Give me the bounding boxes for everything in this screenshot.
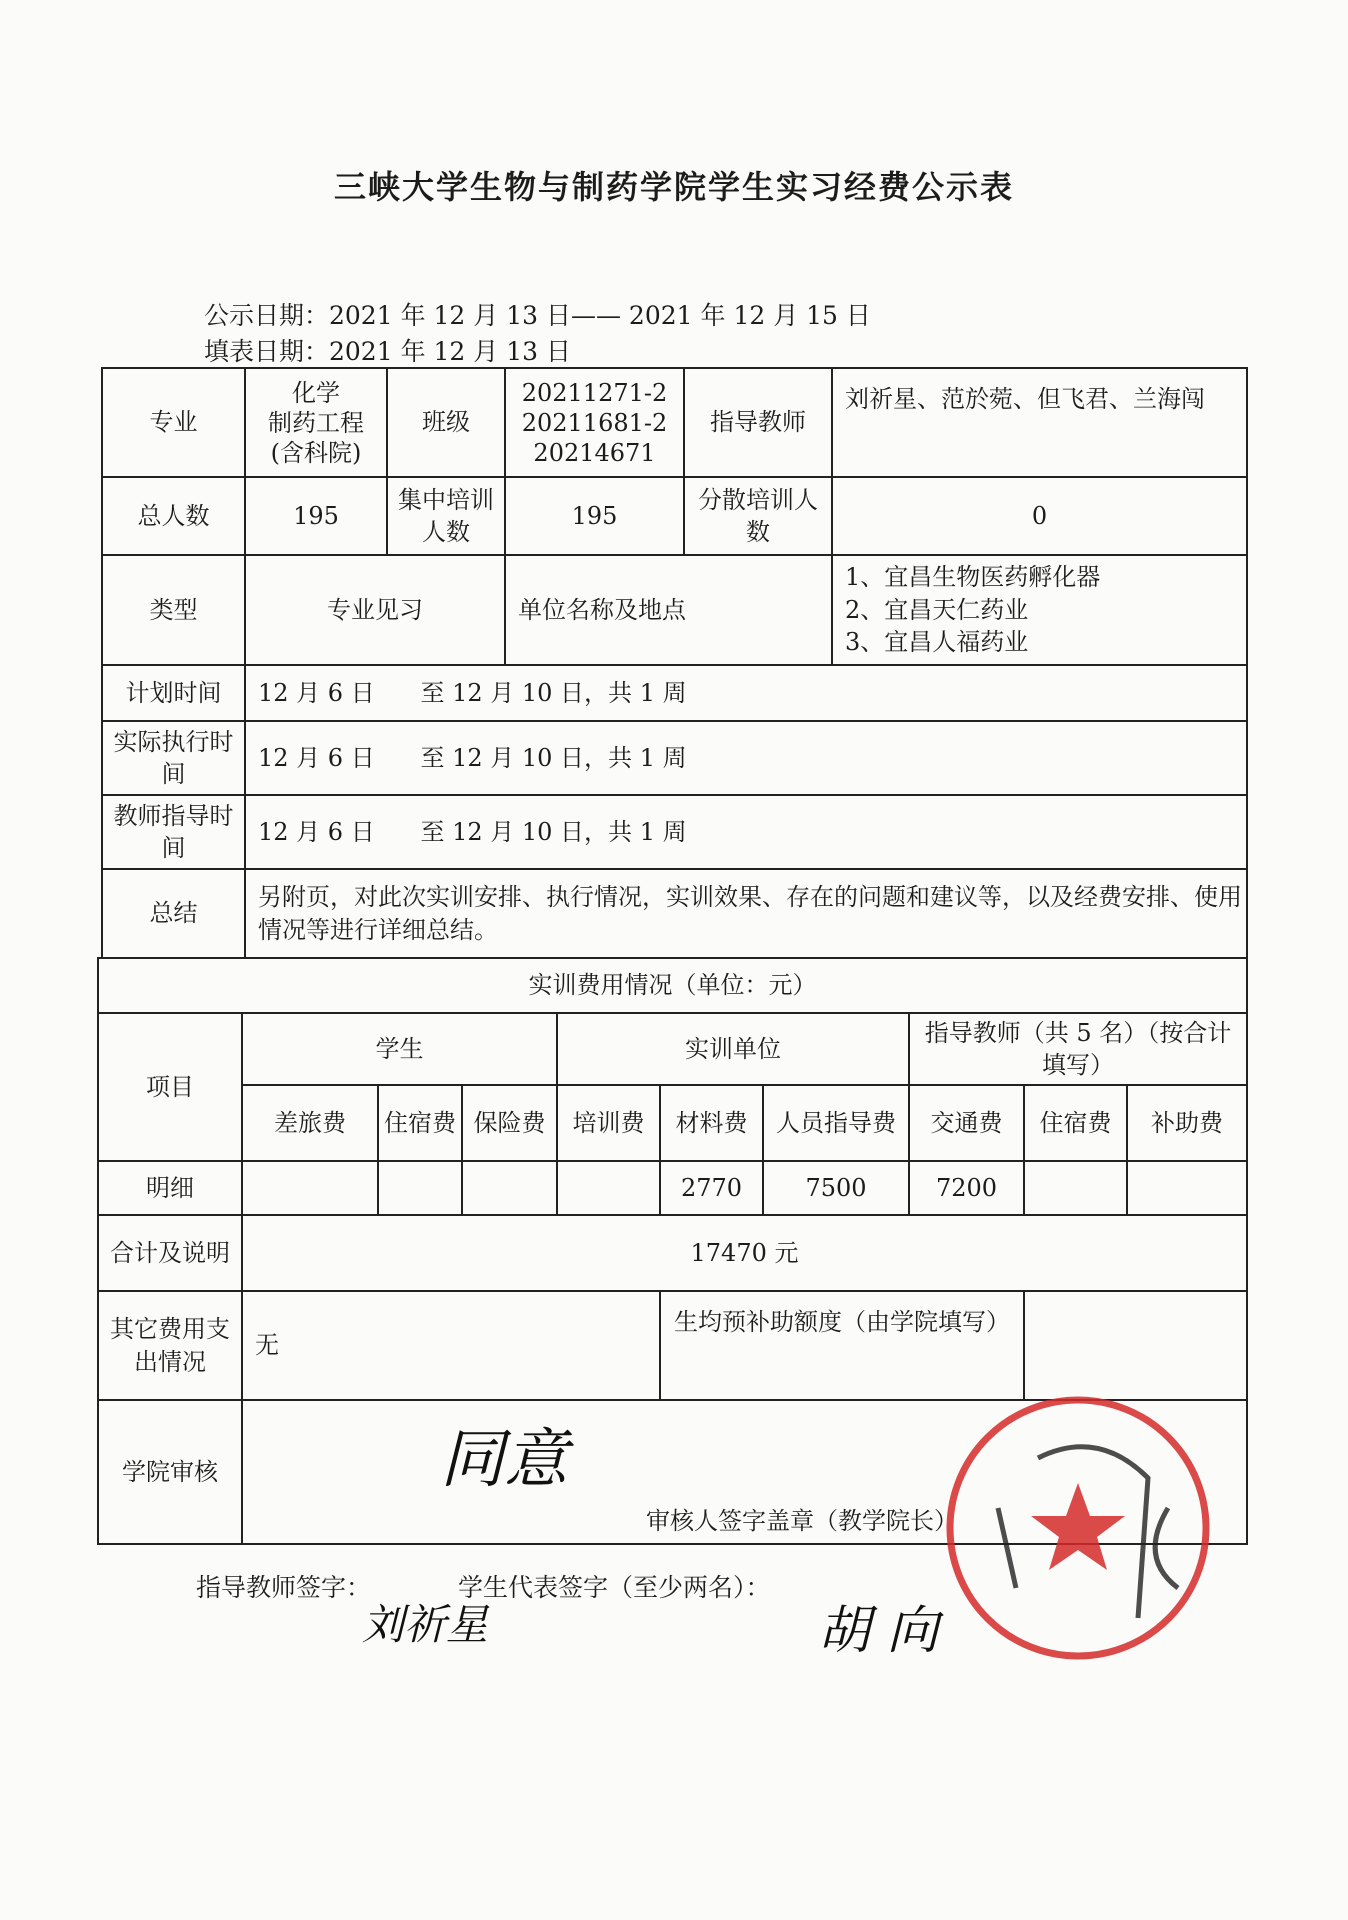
- actual-value: 12 月 6 日 至 12 月 10 日，共 1 周: [245, 721, 1247, 795]
- teacher-label: 指导教师: [684, 368, 832, 477]
- item-label: 项目: [98, 1013, 242, 1161]
- other-value: 无: [242, 1291, 660, 1400]
- teacher-sign-label: 指导教师签字：: [196, 1573, 372, 1602]
- reviewer-caption: 审核人签字盖章（教学院长）: [646, 1506, 959, 1535]
- class-value: 20211271-2 20211681-2 20214671: [505, 368, 684, 477]
- teacher-value: 刘祈星、范於菀、但飞君、兰海闯: [832, 368, 1247, 477]
- seal-star-icon: [1031, 1483, 1125, 1570]
- central-label: 集中培训人数: [387, 477, 505, 555]
- other-label: 其它费用支出情况: [98, 1291, 242, 1400]
- total-cost-value: 17470 元: [242, 1215, 1247, 1291]
- page-title: 三峡大学生物与制药学院学生实习经费公示表: [333, 168, 1014, 206]
- cost-section-title: 实训费用情况（单位：元）: [98, 958, 1247, 1013]
- teacher-signature: 刘祈星: [362, 1600, 489, 1649]
- teacher-group: 指导教师（共 5 名）（按合计填写）: [909, 1013, 1247, 1085]
- total-value: 195: [245, 477, 387, 555]
- detail-cell: [557, 1161, 660, 1215]
- student-group: 学生: [242, 1013, 557, 1085]
- table-row: [98, 1085, 1247, 1161]
- detail-cell: 7200: [909, 1161, 1024, 1215]
- table-row: [102, 555, 1247, 665]
- unit-label: 单位名称及地点: [505, 555, 832, 665]
- table-row: [102, 795, 1247, 869]
- plan-value: 12 月 6 日 至 12 月 10 日，共 1 周: [245, 665, 1247, 721]
- col-travel: 差旅费: [242, 1085, 378, 1161]
- plan-label: 计划时间: [102, 665, 245, 721]
- subsidy-label: 生均预补助额度（由学院填写）: [660, 1291, 1024, 1400]
- col-training: 培训费: [557, 1085, 660, 1161]
- table-row: [98, 1215, 1247, 1291]
- review-label: 学院审核: [98, 1400, 242, 1544]
- subsidy-value: [1024, 1291, 1247, 1400]
- col-teacher-lodging: 住宿费: [1024, 1085, 1127, 1161]
- detail-cell: [242, 1161, 378, 1215]
- central-value: 195: [505, 477, 684, 555]
- type-label: 类型: [102, 555, 245, 665]
- table-row: [98, 1291, 1247, 1400]
- table-row: [102, 869, 1247, 958]
- detail-cell: [378, 1161, 462, 1215]
- guide-value: 12 月 6 日 至 12 月 10 日，共 1 周: [245, 795, 1247, 869]
- fill-date: 填表日期：2021 年 12 月 13 日: [204, 337, 571, 366]
- review-signature: 同意: [440, 1423, 568, 1497]
- publish-date: 公示日期：2021 年 12 月 13 日—— 2021 年 12 月 15 日: [204, 301, 871, 330]
- official-seal: [938, 1388, 1218, 1668]
- table-row: [98, 1013, 1247, 1085]
- table-row: [98, 958, 1247, 1013]
- col-lodging: 住宿费: [378, 1085, 462, 1161]
- detail-cell: 2770: [660, 1161, 763, 1215]
- detail-cell: [462, 1161, 557, 1215]
- major-value: 化学 制药工程 (含科院): [245, 368, 387, 477]
- total-cost-label: 合计及说明: [98, 1215, 242, 1291]
- major-label: 专业: [102, 368, 245, 477]
- scattered-value: 0: [832, 477, 1247, 555]
- info-table: [101, 367, 1248, 959]
- col-guidance: 人员指导费: [763, 1085, 909, 1161]
- table-row: [102, 721, 1247, 795]
- class-label: 班级: [387, 368, 505, 477]
- col-insurance: 保险费: [462, 1085, 557, 1161]
- detail-cell: [1127, 1161, 1247, 1215]
- list-item: 2、宜昌天仁药业: [845, 595, 1029, 624]
- col-material: 材料费: [660, 1085, 763, 1161]
- detail-label: 明细: [98, 1161, 242, 1215]
- unit-list: [832, 555, 1247, 665]
- col-subsidy: 补助费: [1127, 1085, 1247, 1161]
- col-transport: 交通费: [909, 1085, 1024, 1161]
- actual-label: 实际执行时间: [102, 721, 245, 795]
- type-value: 专业见习: [245, 555, 505, 665]
- table-row: [102, 368, 1247, 477]
- detail-cell: [1024, 1161, 1127, 1215]
- table-row: [102, 665, 1247, 721]
- list-item: 3、宜昌人福药业: [845, 628, 1029, 657]
- summary-label: 总结: [102, 869, 245, 958]
- list-item: 1、宜昌生物医药孵化器: [845, 563, 1101, 592]
- scattered-label: 分散培训人数: [684, 477, 832, 555]
- table-row: [102, 477, 1247, 555]
- total-label: 总人数: [102, 477, 245, 555]
- detail-cell: 7500: [763, 1161, 909, 1215]
- unit-group: 实训单位: [557, 1013, 909, 1085]
- summary-value: 另附页，对此次实训安排、执行情况，实训效果、存在的问题和建议等，以及经费安排、使用情况等进行详细总结。: [245, 869, 1247, 958]
- guide-label: 教师指导时间: [102, 795, 245, 869]
- table-row: [98, 1161, 1247, 1215]
- student-sign-label: 学生代表签字（至少两名）：: [458, 1573, 771, 1602]
- student-signature: 胡 向: [818, 1601, 939, 1661]
